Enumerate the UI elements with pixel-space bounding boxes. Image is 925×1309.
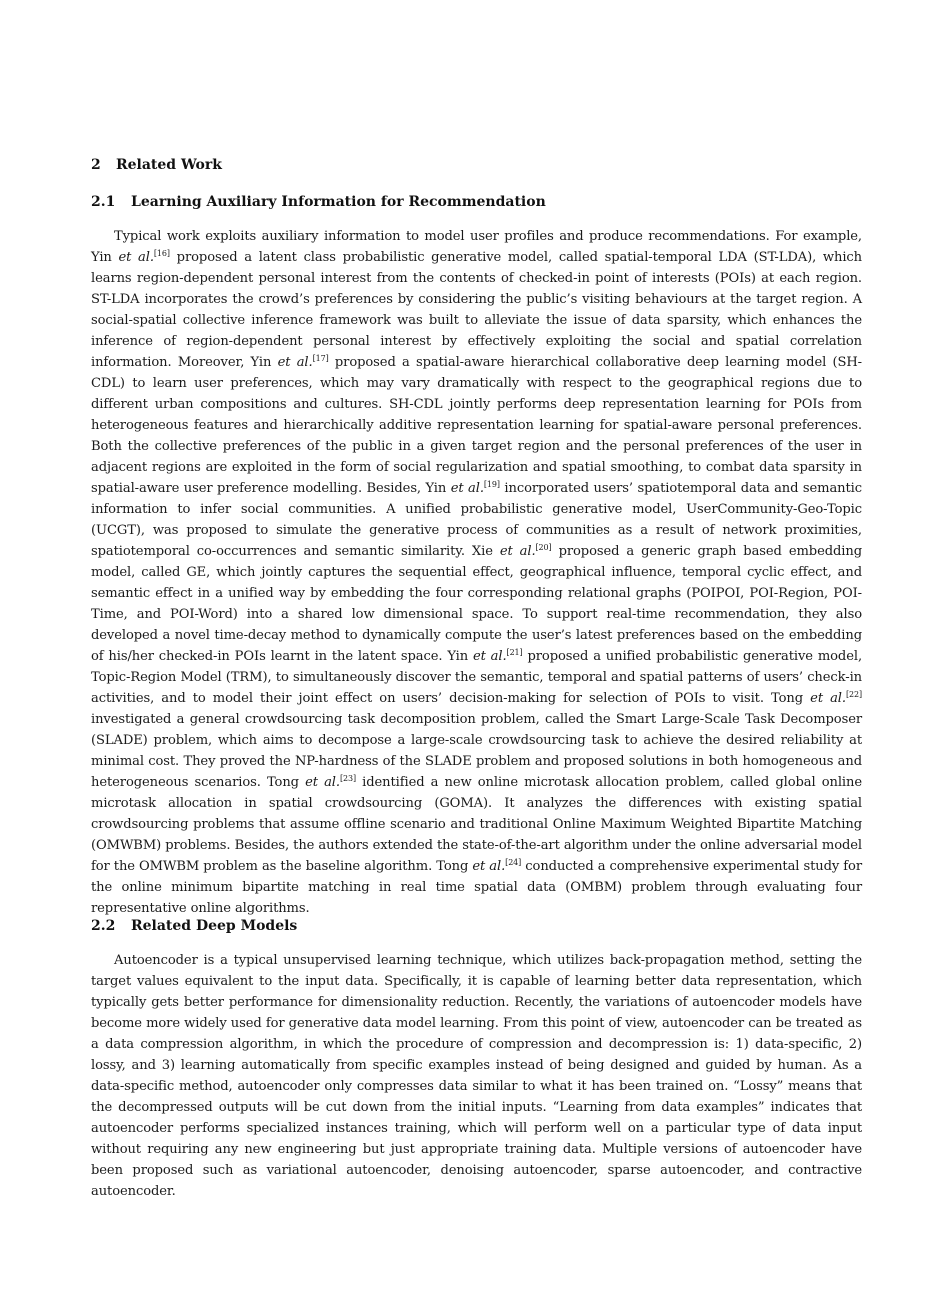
subsection-number: 2.2 bbox=[91, 918, 116, 934]
citation-ref[interactable]: [19] bbox=[483, 480, 500, 489]
citation-ref[interactable]: [16] bbox=[153, 249, 170, 258]
et-al: et al. bbox=[499, 544, 536, 559]
section-number: 2 bbox=[91, 157, 101, 173]
subsection-heading-auxiliary bbox=[91, 193, 546, 211]
et-al: et al. bbox=[472, 649, 507, 664]
text-run: investigated a general crowdsourcing task decomposition problem, called the Smart Large-Scale Task Decomposer (SLADE) problem, which aims to decompose a large-scale crowdsourcing task to achieve the desired reliability at minimal cost. They proved the NP-hardness of the SLADE problem and proposed solutions in both homogeneous and heterogeneous scenarios. Tong bbox=[91, 712, 862, 790]
text-run: proposed a unified probabilistic generative model, Topic-Region Model (TRM), to simultaneously discover the semantic, temporal and spatial patterns of users’ check-in activities, and to model their joint effect on users’ decision-making for selection of POIs to visit. Tong bbox=[91, 649, 863, 706]
paragraph-deep-models: Autoencoder is a typical unsupervised learning technique, which utilizes back-propagation method, setting the target values equivalent to the input data. Specifically, it is capable of learning better data representation, which typically gets better performance for dimensionality reduction. Recently, the variations of autoencoder models have become more widely used for generative data model learning. From this point of view, autoencoder can be treated as a data compression algorithm, in which the procedure of compression and decompression is: 1) data-specific, 2) lossy, and 3) learning automatically from specific examples instead of being designed and guided by human. As a data-specific method, autoencoder only compresses data similar to what it has been trained on. “Lossy” means that the decompressed outputs will be cut down from the initial inputs. “Learning from data examples” indicates that autoencoder performs specialized instances training, which will perform well on a particular type of data input without requiring any new engineering but just appropriate training data. Multiple versions of autoencoder have been proposed such as variational autoencoder, denoising autoencoder, sparse autoencoder, and contractive autoencoder. bbox=[91, 953, 862, 1199]
paragraph-auxiliary-information bbox=[91, 226, 862, 919]
text-run: identified a new online microtask allocation problem, called global online microtask allocation in spatial crowdsourcing (GOMA). It analyzes the differences with existing spatial crowdsourcing problems that assume offline scenario and traditional Online Maximum Weighted Bipartite Matching (OMWBM) problems. Besides, the authors extended the state-of-the-art algorithm under the online adversarial model for the OMWBM problem as the baseline algorithm. Tong bbox=[91, 775, 862, 874]
citation-ref[interactable]: [22] bbox=[845, 690, 862, 699]
subsection-heading-deep-models bbox=[91, 917, 297, 935]
text-run: proposed a latent class probabilistic generative model, called spatial-temporal LDA (ST-LDA), which learns region-dependent personal interest from the contents of checked-in point of interests (POIs) at each region. ST-LDA incorporates the crowd’s preferences by considering the public’s visiting behaviours at the target region. A social-spatial collective inference framework was built to alleviate the issue of data sparsity, which enhances the inference of region-dependent personal interest by effectively exploiting the social and spatial correlation information. Moreover, Yin bbox=[91, 250, 862, 370]
et-al: et al. bbox=[450, 481, 484, 496]
text-run: proposed a spatial-aware hierarchical collaborative deep learning model (SH-CDL) to learn user preferences, which may vary dramatically with respect to the geographical regions due to different urban compositions and cultures. SH-CDL jointly performs deep representation learning for POIs from heterogeneous features and hierarchically additive representation learning for spatial-aware personal preferences. Both the collective preferences of the public in a given target region and the personal preferences of the user in adjacent regions are exploited in the form of social regularization and spatial smoothing, to combat data sparsity in spatial-aware user preference modelling. Besides, Yin bbox=[91, 355, 863, 496]
citation-ref[interactable]: [23] bbox=[339, 774, 356, 783]
subsection-title: Related Deep Models bbox=[131, 918, 298, 934]
citation-ref[interactable]: [17] bbox=[312, 354, 329, 363]
citation-ref[interactable]: [21] bbox=[506, 648, 523, 657]
subsection-title: Learning Auxiliary Information for Recommendation bbox=[131, 194, 546, 210]
text-run: Typical work exploits auxiliary information to model user profiles and produce recommendations. For example, Yin bbox=[91, 229, 862, 265]
text-run: proposed a generic graph based embedding model, called GE, which jointly captures the sequential effect, geographical influence, temporal cyclic effect, and semantic effect in a unified way by embedding the four corresponding relational graphs (POIPOI, POI-Region, POI-Time, and POI-Word) into a shared low dimensional space. To support real-time recommendation, they also developed a novel time-decay method to dynamically compute the user’s latest preferences based on the embedding of his/her checked-in POIs learnt in the latent space. Yin bbox=[91, 544, 862, 664]
citation-ref[interactable]: [24] bbox=[505, 858, 522, 867]
section-heading bbox=[91, 156, 222, 174]
et-al: et al. bbox=[305, 775, 340, 790]
et-al: et al. bbox=[810, 691, 846, 706]
citation-ref[interactable]: [20] bbox=[535, 543, 552, 552]
et-al: et al. bbox=[118, 250, 154, 265]
text-run: incorporated users’ spatiotemporal data and semantic information to infer social communities. A unified probabilistic generative model, UserCommunity-Geo-Topic (UCGT), was proposed to simulate the generative process of communities as a result of network proximities, spatiotemporal co-occurrences and semantic similarity. Xie bbox=[91, 481, 862, 559]
et-al: et al. bbox=[472, 859, 506, 874]
section-title: Related Work bbox=[116, 157, 222, 173]
subsection-number: 2.1 bbox=[91, 194, 116, 210]
et-al: et al. bbox=[277, 355, 313, 370]
text-run: conducted a comprehensive experimental study for the online minimum bipartite matching in real time spatial data (OMBM) problem through evaluating four representative online algorithms. bbox=[91, 859, 862, 916]
